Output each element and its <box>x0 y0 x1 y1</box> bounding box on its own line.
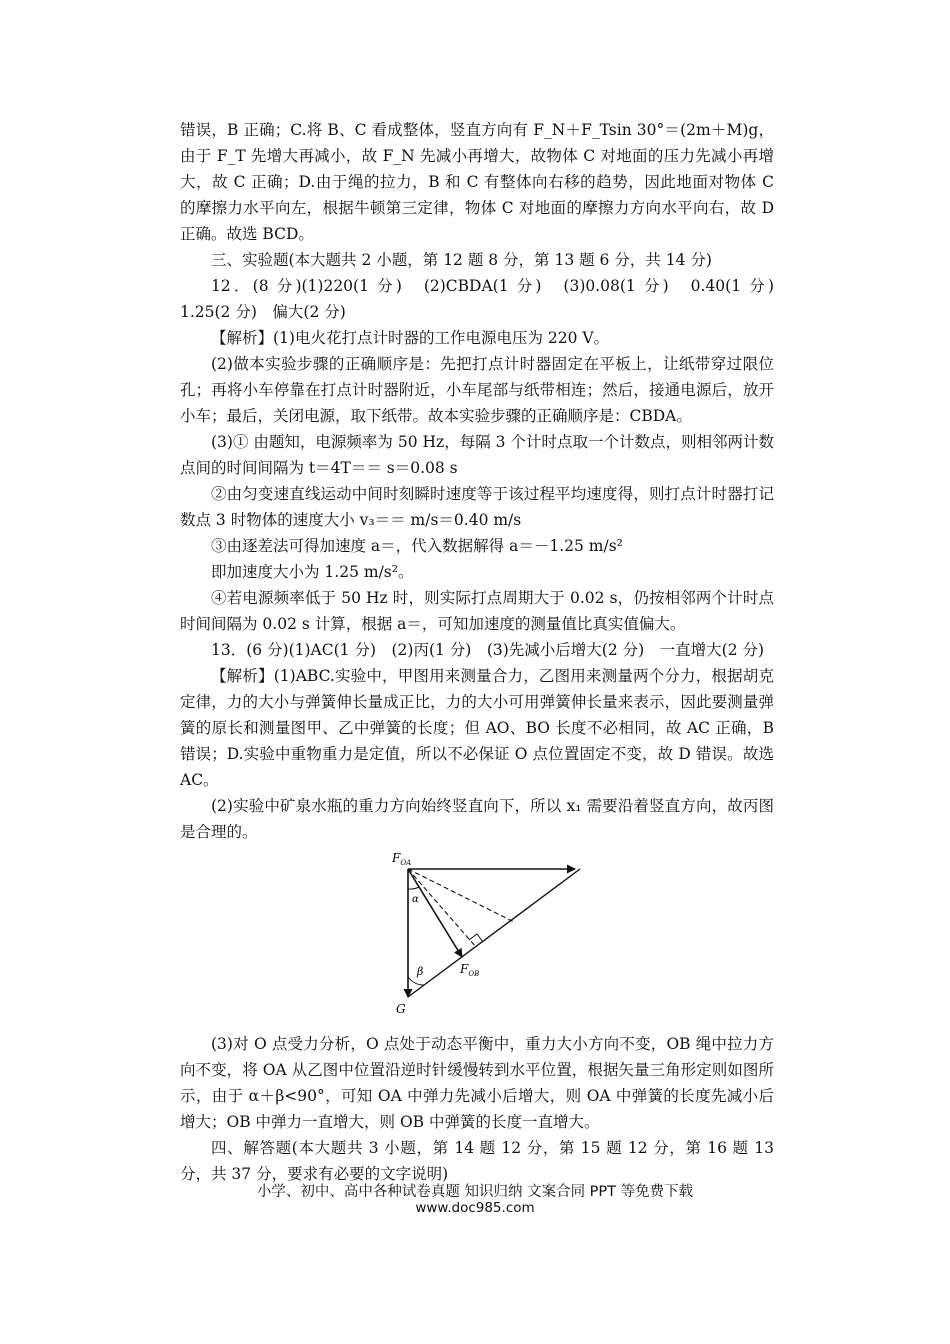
analysis-12-3-4: ④若电源频率低于 50 Hz 时，则实际打点周期大于 0.02 s，仍按相邻两个计时点时间间隔为 0.02 s 计算，根据 a＝，可知加速度的测量值比真实值偏大。 <box>180 589 774 633</box>
right-angle-mark <box>469 934 483 942</box>
dashed-line-2 <box>408 869 476 947</box>
label-foa: $F_{OA}$ <box>392 851 412 867</box>
analysis-13-1: 【解析】(1)ABC.实验中，甲图用来测量合力，乙图用来测量两个分力，根据胡克定律，力的大小与弹簧伸长量成正比，力的大小可用弹簧伸长量来表示，因此要测量弹簧的原长和测量图甲、乙中弹簧的长度；但 AO、BO 长度不必相同，故 AC 正确，B 错误；D.实验中重物重力是定值，所以不必保证 O 点位置固定不变，故 D 错误。故选 AC。 <box>180 667 774 789</box>
section-heading-solutions: 四、解答题(本大题共 3 小题，第 14 题 12 分，第 15 题 12 分，第 16 题 13 分，共 37 分，要求有必要的文字说明) <box>180 1139 774 1183</box>
footer-ad-text: 小学、初中、高中各种试卷真题 知识归纳 文案合同 PPT 等免费下载 <box>256 1184 694 1200</box>
analysis-13-2: (2)实验中矿泉水瓶的重力方向始终竖直向下，所以 x₁ 需要沿着竖直方向，故丙图是合理的。 <box>180 797 774 841</box>
answer-12: 12．(8 分)(1)220(1 分) (2)CBDA(1 分) (3)0.08(1 分) 0.40(1 分) 1.25(2 分) 偏大(2 分) <box>180 277 790 321</box>
analysis-12-1: 【解析】(1)电火花打点计时器的工作电源电压为 220 V。 <box>211 329 610 347</box>
paragraph-continuation: 错误，B 正确；C.将 B、C 看成整体，竖直方向有 F_N＋F_Tsin 30°＝(2m＋M)g，由于 F_T 先增大再减小，故 F_N 先减小再增大，故物体 C 对地面的压力先减小再增大，故 C 正确；D.由于绳的拉力，B 和 C 有整体向右移的趋势，因此地面对物体 C 的摩擦力水平向左，根据牛顿第三定律，物体 C 对地面的摩擦力方向水平向右，故 D 正确。故选 BCD。 <box>180 121 774 243</box>
section-heading-experiment: 三、实验题(本大题共 2 小题，第 12 题 8 分，第 13 题 6 分，共 14 分) <box>211 251 712 269</box>
analysis-12-3-2: ②由匀变速直线运动中间时刻瞬时速度等于该过程平均速度得，则打点计时器打记数点 3 时物体的速度大小 v₃＝＝ m/s＝0.40 m/s <box>180 485 774 529</box>
footer-website[interactable]: www.doc985.com <box>415 1200 535 1216</box>
analysis-12-acceleration: 即加速度大小为 1.25 m/s²。 <box>211 563 414 581</box>
foa-vector <box>408 869 462 957</box>
label-g: G <box>396 1002 406 1016</box>
fob-direction-line <box>408 869 580 997</box>
analysis-12-2: (2)做本实验步骤的正确顺序是：先把打点计时器固定在平板上，让纸带穿过限位孔；再将小车停靠在打点计时器附近，小车尾部与纸带相连；然后，接通电源后，放开小车；最后，关闭电源，取下纸带。故本实验步骤的正确顺序是：CBDA。 <box>180 355 774 425</box>
document-body <box>180 117 790 1187</box>
alpha-arc <box>408 887 419 889</box>
analysis-12-3-3: ③由逐差法可得加速度 a＝，代入数据解得 a＝－1.25 m/s² <box>211 537 623 555</box>
analysis-13-3: (3)对 O 点受力分析，O 点处于动态平衡中，重力大小方向不变，OB 绳中拉力方向不变，将 OA 从乙图中位置沿逆时针缓慢转到水平位置，根据矢量三角形定则如图所示，由于 α＋β<90°，可知 OA 中弹力先减小后增大，则 OA 中弹簧的长度先减小后增大；OB 中弹力一直增大，则 OB 中弹簧的长度一直增大。 <box>180 1035 774 1131</box>
beta-arc <box>408 977 424 985</box>
label-alpha: α <box>412 894 419 905</box>
label-beta: β <box>417 965 424 978</box>
analysis-12-3-1: (3)① 由题知，电源频率为 50 Hz，每隔 3 个计时点取一个计数点，则相邻两计数点间的时间间隔为 t＝4T＝＝ s＝0.08 s <box>180 433 774 477</box>
label-fob: $F_{OB}$ <box>460 962 480 978</box>
force-triangle-diagram <box>390 847 590 1025</box>
answer-13: 13．(6 分)(1)AC(1 分) (2)丙(1 分) (3)先减小后增大(2 分) 一直增大(2 分) <box>211 641 765 659</box>
force-triangle-figure <box>180 847 774 1025</box>
